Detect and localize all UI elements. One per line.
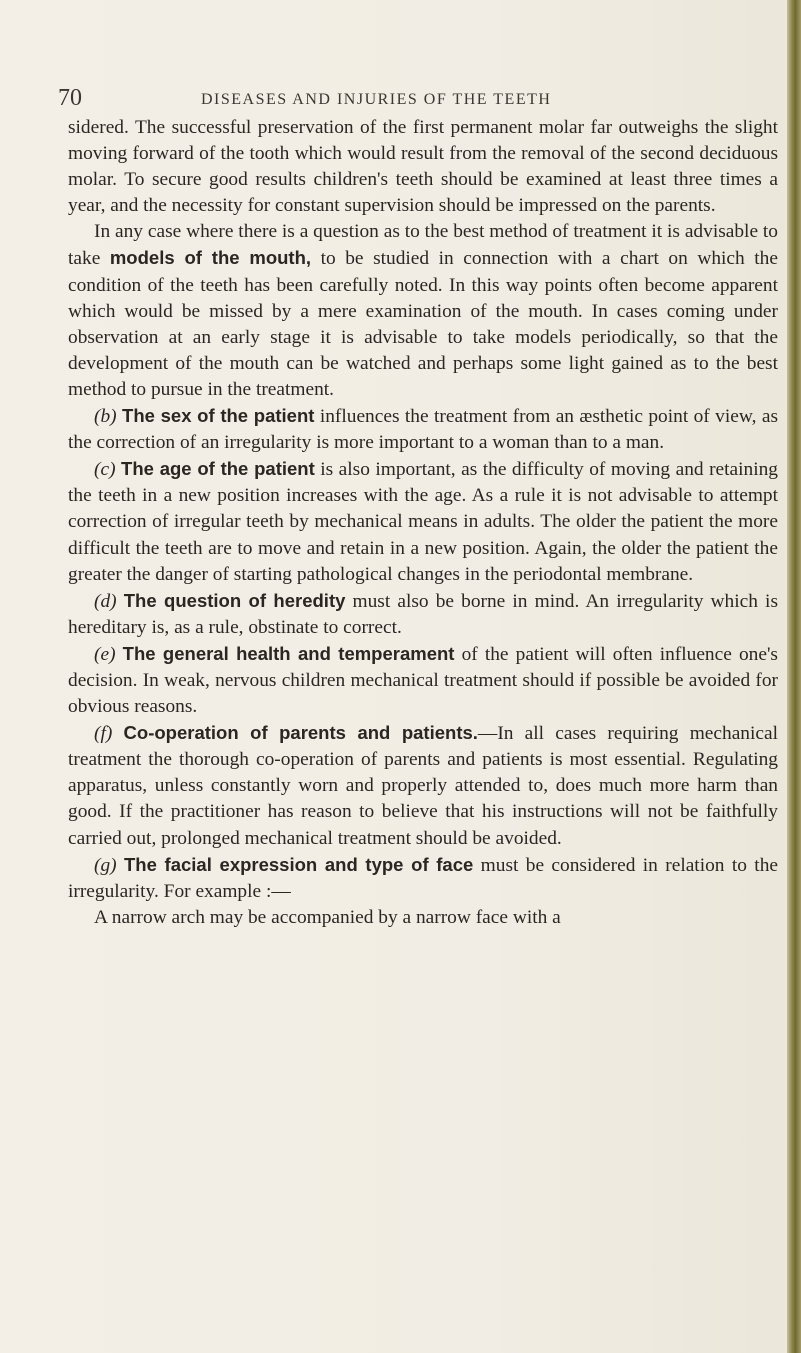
paragraph-continuation: sidered. The successful preservation of the first permanent molar far outweighs the slight moving forward of the tooth which would result from the removal of the second deciduous molar. To secure good results children's teeth should be examined at least three times a year, and the necessity for constant supervision should be impressed on the parents. [68, 117, 778, 217]
item-label-c: (c) [94, 459, 116, 481]
paragraph-health: (e) The general health and temperament of the patient will often influence one's decision. In weak, nervous children mechanical treatment should if possible be avoided for obvious reasons. [68, 642, 778, 718]
heading-health: The general health and temperament [122, 642, 455, 664]
item-label-f: (f) [94, 723, 113, 745]
heading-sex: The sex of the patient [122, 405, 315, 427]
paragraph-narrow-arch: A narrow arch may be accompanied by a narrow face with a [94, 906, 561, 928]
page-edge [787, 0, 801, 1353]
heading-facial-expression: The facial expression and type of face [124, 853, 474, 875]
heading-heredity: The question of heredity [123, 589, 346, 611]
item-label-g: (g) [94, 854, 117, 876]
page-number: 70 [58, 85, 82, 111]
body-text [68, 115, 778, 931]
heading-cooperation: Co-operation of parents and patients. [123, 722, 478, 744]
paragraph-cooperation: (f) Co-operation of parents and patients.—In all cases requiring mechanical treatment the thorough co-operation of parents and patients is most essential. Regulating apparatus, unless constantly worn and properly attended to, does much more harm than good. If the practitioner has reason to believe that his instructions will not be faithfully carried out, prolonged mechanical treatment should be avoided. [68, 722, 778, 849]
item-label-d: (d) [94, 590, 117, 612]
paragraph-heredity: (d) The question of heredity must also be borne in mind. An irregularity which is hereditary is, as a rule, obstinate to correct. [68, 589, 778, 638]
item-label-e: (e) [94, 643, 116, 665]
heading-models: models of the mouth, [109, 247, 312, 269]
item-label-b: (b) [94, 406, 117, 428]
heading-age: The age of the patient [121, 458, 315, 480]
paragraph-facial-expression: (g) The facial expression and type of face must be considered in relation to the irregularity. For example :— [68, 853, 778, 902]
paragraph-age: (c) The age of the patient is also important, as the difficulty of moving and retaining the teeth in a new position increases with the age. As a rule it is not advisable to attempt correction of irregular teeth by mechanical means in adults. The older the patient the more difficult the teeth are to move and retain in a new position. Again, the older the patient the greater the danger of starting pathological changes in the periodontal membrane. [68, 458, 778, 585]
paragraph-sex: (b) The sex of the patient influences the treatment from an æsthetic point of view, as the correction of an irregularity is more important to a woman than to a man. [68, 405, 778, 454]
page-header [58, 85, 778, 119]
paragraph-models: In any case where there is a question as to the best method of treatment it is advisable to take models of the mouth, to be studied in connection with a chart on which the condition of the teeth has been carefully noted. In this way points often become apparent which would be missed by a mere examination of the mouth. In cases coming under observation at an early stage it is advisable to take models periodically, so that the development of the mouth can be watched and perhaps some light gained as to the best method to pursue in the treatment. [68, 221, 778, 400]
running-head: DISEASES AND INJURIES OF THE TEETH [201, 91, 552, 108]
